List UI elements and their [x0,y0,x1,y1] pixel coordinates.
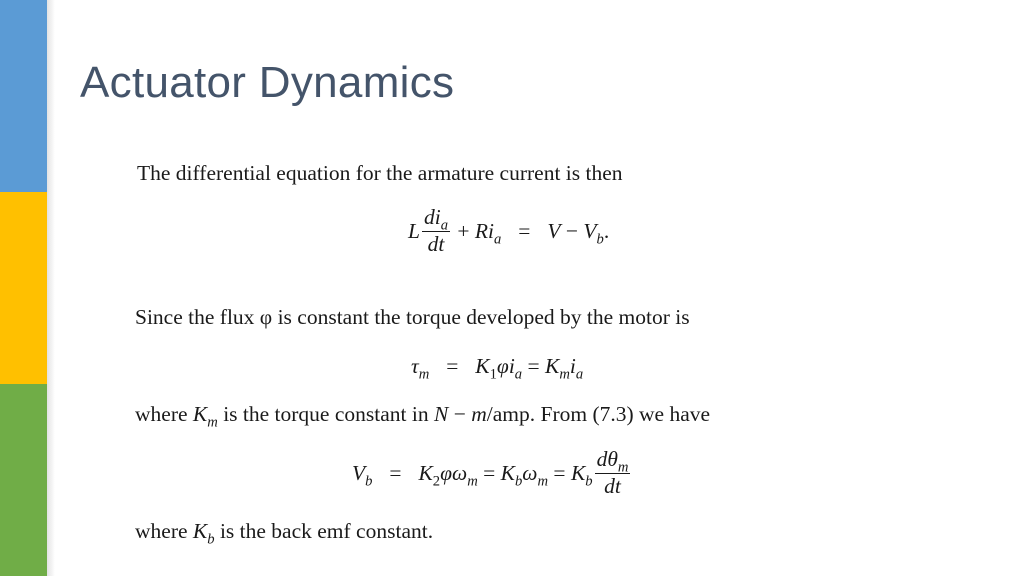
text-where: where [135,402,188,426]
paragraph-back-emf: where $K_b$ is the back emf constant. [135,519,434,548]
text-amp-from: amp. From (7.3) we have [492,402,711,426]
text-back-emf-constant: is the back emf constant. [219,519,434,543]
text-torque-constant: is the torque constant in [223,402,429,426]
slide-title: Actuator Dynamics [80,58,455,107]
text-where-2: where [135,519,188,543]
equation-torque: $\tau_m$ = $K_1\varphi i_a$ = $K_mi_a$ [411,354,584,383]
paragraph-armature-current: The differential equation for the armature current is then [137,161,623,185]
equation-armature-current: L $\frac{di_a}{dt}$ + $Ri_a$ = V − $V_b$ . [408,205,610,256]
paragraph-torque-constant: where $K_m$ is the torque constant in N − m/amp. From (7.3) we have [135,402,711,431]
equation-back-emf: $V_b$ = $K_2\varphi\omega_m$ = $K_b\omega_m$ = $K_b$ $\frac{d\theta_m}{dt}$ [352,447,629,498]
paragraph-flux-torque: Since the flux φ is constant the torque developed by the motor is [135,305,690,329]
